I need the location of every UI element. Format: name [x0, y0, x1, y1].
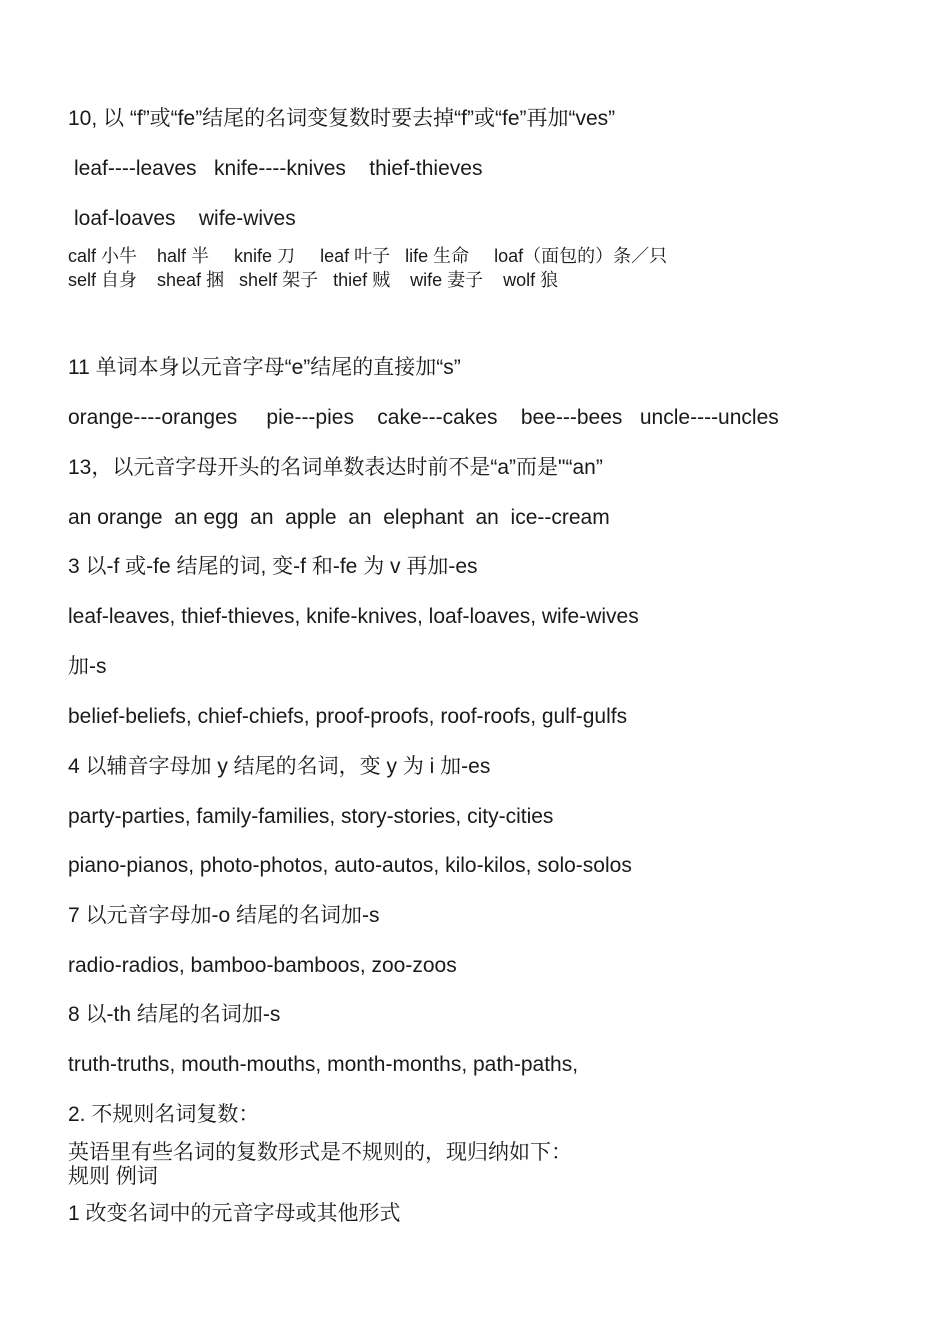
- rule-3-heading: 3 以-f 或-fe 结尾的词, 变-f 和-fe 为 v 再加-es: [68, 555, 478, 578]
- rule-11-heading: 11 单词本身以元音字母“e”结尾的直接加“s”: [68, 356, 461, 379]
- example-line: radio-radios, bamboo-bamboos, zoo-zoos: [68, 954, 457, 977]
- paragraph-line: 英语里有些名词的复数形式是不规则的，现归纳如下：: [68, 1141, 572, 1164]
- rule-13-heading: 13，以元音字母开头的名词单数表达时前不是“a”而是"“an”: [68, 456, 603, 479]
- example-line: belief-beliefs, chief-chiefs, proof-proofs, roof-roofs, gulf-gulfs: [68, 705, 628, 728]
- example-line: piano-pianos, photo-photos, auto-autos, kilo-kilos, solo-solos: [68, 854, 632, 877]
- rule-4-heading: 4 以辅音字母加 y 结尾的名词，变 y 为 i 加-es: [68, 755, 491, 778]
- rule-7-heading: 7 以元音字母加-o 结尾的名词加-s: [68, 904, 380, 927]
- section-2-heading: 2. 不规则名词复数：: [68, 1103, 260, 1126]
- example-line: an orange an egg an apple an elephant an ice--cream: [68, 506, 610, 529]
- example-line: leaf-leaves, thief-thieves, knife-knives, loaf-loaves, wife-wives: [68, 605, 639, 628]
- example-line: orange----oranges pie---pies cake---cakes bee---bees uncle----uncles: [68, 406, 779, 429]
- example-line: truth-truths, mouth-mouths, month-months, path-paths,: [68, 1053, 579, 1076]
- example-line: party-parties, family-families, story-stories, city-cities: [68, 805, 554, 828]
- vocabulary-line: calf 小牛 half 半 knife 刀 leaf 叶子 life 生命 loaf（面包的）条／只: [68, 246, 668, 266]
- rule-8-heading: 8 以-th 结尾的名词加-s: [68, 1003, 281, 1026]
- sub-rule-heading: 加-s: [68, 655, 107, 678]
- table-header-line: 规则 例词: [68, 1165, 158, 1188]
- rule-10-heading: 10, 以 “f”或“fe”结尾的名词变复数时要去掉“f”或“fe”再加“ves”: [68, 107, 616, 130]
- example-line: loaf-loaves wife-wives: [74, 207, 296, 230]
- rule-1-heading: 1 改变名词中的元音字母或其他形式: [68, 1202, 401, 1225]
- example-line: leaf----leaves knife----knives thief-thieves: [74, 157, 483, 180]
- vocabulary-line: self 自身 sheaf 捆 shelf 架子 thief 贼 wife 妻子 wolf 狼: [68, 270, 559, 290]
